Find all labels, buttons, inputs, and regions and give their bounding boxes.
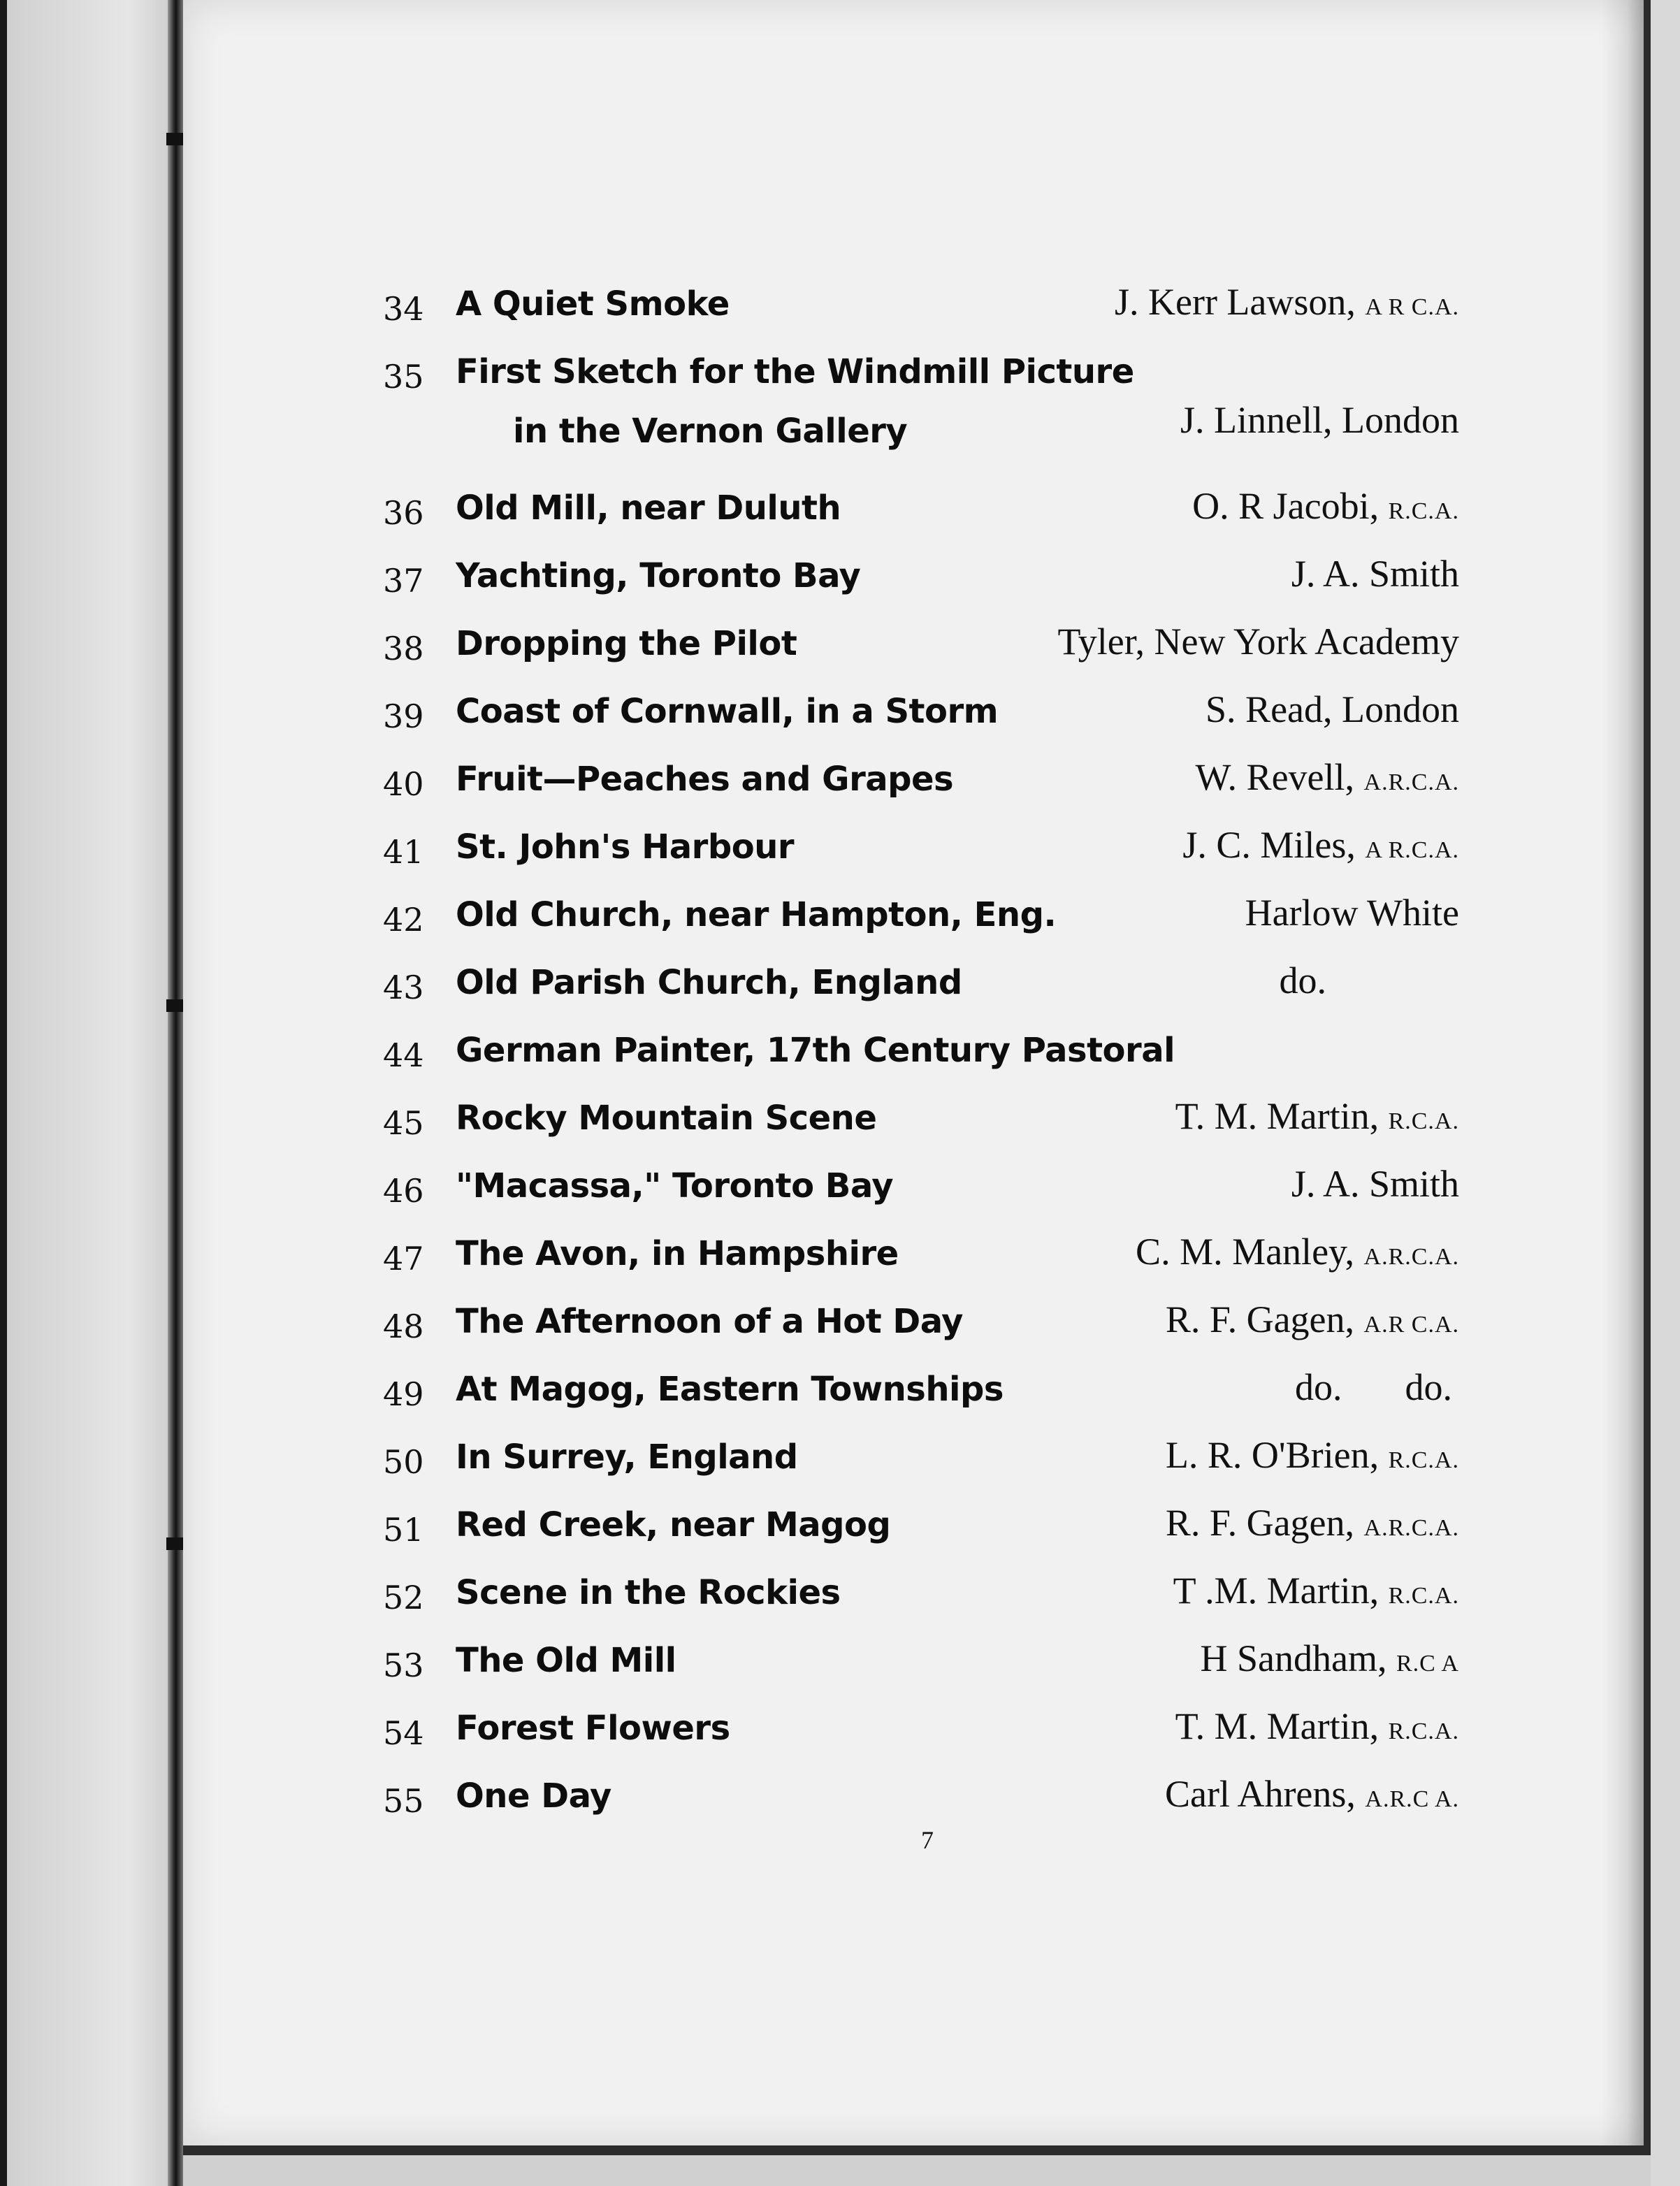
- entry-number: 34: [383, 290, 424, 328]
- artist-credit: A.R.C A.: [1365, 1786, 1459, 1812]
- catalogue-entry-54: [383, 1700, 1459, 1768]
- entry-number: 55: [383, 1782, 424, 1820]
- entry-number: 36: [383, 494, 424, 532]
- catalogue-entry-49: [383, 1361, 1459, 1429]
- left-page-margin: [0, 0, 183, 2186]
- catalogue-entry-39: [383, 683, 1459, 751]
- painting-title: Old Mill, near Duluth: [456, 488, 841, 528]
- bottom-strip: [183, 2155, 1651, 2186]
- artist-credit: A.R.C.A.: [1363, 1515, 1459, 1541]
- catalogue-entry-37: [383, 548, 1459, 616]
- entry-number: 38: [383, 630, 424, 667]
- entry-number: 54: [383, 1714, 424, 1752]
- painting-title: German Painter, 17th Century Pastoral: [456, 1031, 1175, 1070]
- entry-number: 47: [383, 1240, 424, 1277]
- artist-name: J. Linnell, London: [1180, 399, 1459, 441]
- catalogue-entry-47: [383, 1226, 1459, 1294]
- entry-number: 40: [383, 765, 424, 803]
- painting-title: Dropping the Pilot: [456, 624, 797, 663]
- artist-name: T .M. Martin, R.C.A.: [1173, 1570, 1459, 1612]
- catalogue-entry-36: [383, 480, 1459, 548]
- artist-name: L. R. O'Brien, R.C.A.: [1165, 1434, 1459, 1476]
- artist-credit: A.R C.A.: [1363, 1312, 1459, 1338]
- entry-number: 35: [383, 358, 424, 396]
- entry-number: 50: [383, 1443, 424, 1481]
- painting-title: One Day: [456, 1776, 611, 1816]
- entry-number: 52: [383, 1579, 424, 1616]
- catalogue-entry-51: [383, 1497, 1459, 1565]
- book-spine: [168, 0, 183, 2186]
- entry-number: 37: [383, 562, 424, 600]
- catalogue-entry-48: [383, 1294, 1459, 1361]
- catalogue-entry-43: [383, 955, 1459, 1022]
- catalogue-entry-46: [383, 1158, 1459, 1226]
- entry-number: 42: [383, 901, 424, 939]
- painting-title: "Macassa," Toronto Bay: [456, 1166, 894, 1206]
- catalogue-entry-50: [383, 1429, 1459, 1497]
- catalogue-entry-40: [383, 751, 1459, 819]
- entry-number: 46: [383, 1172, 424, 1210]
- artist-name: J. C. Miles, A R.C.A.: [1182, 824, 1459, 866]
- catalogue-entry-35: [383, 344, 1459, 480]
- artist-name: J. A. Smith: [1291, 1163, 1459, 1205]
- catalogue-entry-53: [383, 1633, 1459, 1700]
- entry-number: 41: [383, 833, 424, 871]
- artist-name: C. M. Manley, A.R.C.A.: [1136, 1231, 1459, 1273]
- artist-ditto: do. do.: [1295, 1366, 1452, 1408]
- painting-title: Coast of Cornwall, in a Storm: [456, 692, 999, 731]
- artist-credit: R.C.A.: [1388, 1718, 1459, 1744]
- catalogue-entry-38: [383, 616, 1459, 683]
- painting-title: At Magog, Eastern Townships: [456, 1370, 1004, 1409]
- painting-title: Rocky Mountain Scene: [456, 1099, 877, 1138]
- painting-title: First Sketch for the Windmill Picture: [456, 352, 1134, 391]
- catalogue-entry-44: [383, 1022, 1459, 1090]
- catalogue-entry-42: [383, 887, 1459, 955]
- painting-title: Old Parish Church, England: [456, 963, 962, 1002]
- spine-notch: [166, 999, 184, 1012]
- artist-credit: R.C.A.: [1388, 1108, 1459, 1134]
- artist-credit: A.R.C.A.: [1363, 769, 1459, 795]
- painting-title: Fruit—Peaches and Grapes: [456, 760, 954, 799]
- entry-number: 39: [383, 697, 424, 735]
- artist-name: R. F. Gagen, A.R.C.A.: [1165, 1502, 1459, 1544]
- artist-name: H Sandham, R.C A: [1200, 1637, 1459, 1679]
- catalogue-list: [383, 276, 1459, 1836]
- artist-name: Tyler, New York Academy: [1057, 621, 1459, 663]
- artist-name: Harlow White: [1245, 892, 1459, 934]
- artist-credit: A.R.C.A.: [1363, 1244, 1459, 1270]
- spine-notch: [166, 133, 184, 145]
- artist-name: T. M. Martin, R.C.A.: [1175, 1705, 1459, 1747]
- credit-ditto: do.: [1405, 1366, 1452, 1408]
- artist-name: W. Revell, A.R.C.A.: [1195, 756, 1459, 798]
- painting-title: The Old Mill: [456, 1641, 676, 1680]
- artist-credit: A R.C.A.: [1365, 837, 1459, 863]
- artist-credit: R.C.A.: [1388, 1447, 1459, 1473]
- entry-number: 49: [383, 1375, 424, 1413]
- artist-name: R. F. Gagen, A.R C.A.: [1165, 1298, 1459, 1340]
- painting-title: The Avon, in Hampshire: [456, 1234, 899, 1273]
- entry-number: 43: [383, 969, 424, 1006]
- artist-credit: R.C A: [1396, 1651, 1459, 1677]
- painting-title: A Quiet Smoke: [456, 284, 730, 324]
- catalogue-entry-52: [383, 1565, 1459, 1633]
- painting-title: St. John's Harbour: [456, 827, 795, 867]
- painting-title: Red Creek, near Magog: [456, 1505, 891, 1544]
- entry-number: 51: [383, 1511, 424, 1549]
- artist-name: Carl Ahrens, A.R.C A.: [1164, 1773, 1459, 1815]
- left-edge-shadow: [0, 0, 7, 2186]
- artist-credit: A R C.A.: [1365, 294, 1459, 320]
- entry-number: 44: [383, 1036, 424, 1074]
- artist-name: O. R Jacobi, R.C.A.: [1192, 485, 1459, 527]
- entry-number: 45: [383, 1104, 424, 1142]
- painting-title: Yachting, Toronto Bay: [456, 556, 861, 595]
- painting-title: Scene in the Rockies: [456, 1573, 841, 1612]
- page-number: 7: [921, 1826, 934, 1854]
- page-edge-shadow: [1602, 0, 1644, 2145]
- painting-title: In Surrey, England: [456, 1438, 798, 1477]
- entry-number: 48: [383, 1308, 424, 1345]
- artist-credit: R.C.A.: [1388, 1583, 1459, 1609]
- spine-notch: [166, 1537, 184, 1550]
- catalogue-entry-34: [383, 276, 1459, 344]
- painting-title: The Afternoon of a Hot Day: [456, 1302, 963, 1341]
- artist-credit: R.C.A.: [1388, 498, 1459, 524]
- catalogue-entry-45: [383, 1090, 1459, 1158]
- artist-name: J. Kerr Lawson, A R C.A.: [1114, 281, 1459, 323]
- artist-name: S. Read, London: [1205, 688, 1459, 730]
- artist-name: T. M. Martin, R.C.A.: [1175, 1095, 1459, 1137]
- painting-title: Old Church, near Hampton, Eng.: [456, 895, 1057, 934]
- painting-title-continued: in the Vernon Gallery: [513, 412, 908, 451]
- entry-number: 53: [383, 1646, 424, 1684]
- catalogue-entry-41: [383, 819, 1459, 887]
- painting-title: Forest Flowers: [456, 1709, 730, 1748]
- artist-ditto: do.: [1279, 960, 1326, 1001]
- artist-name: J. A. Smith: [1291, 553, 1459, 595]
